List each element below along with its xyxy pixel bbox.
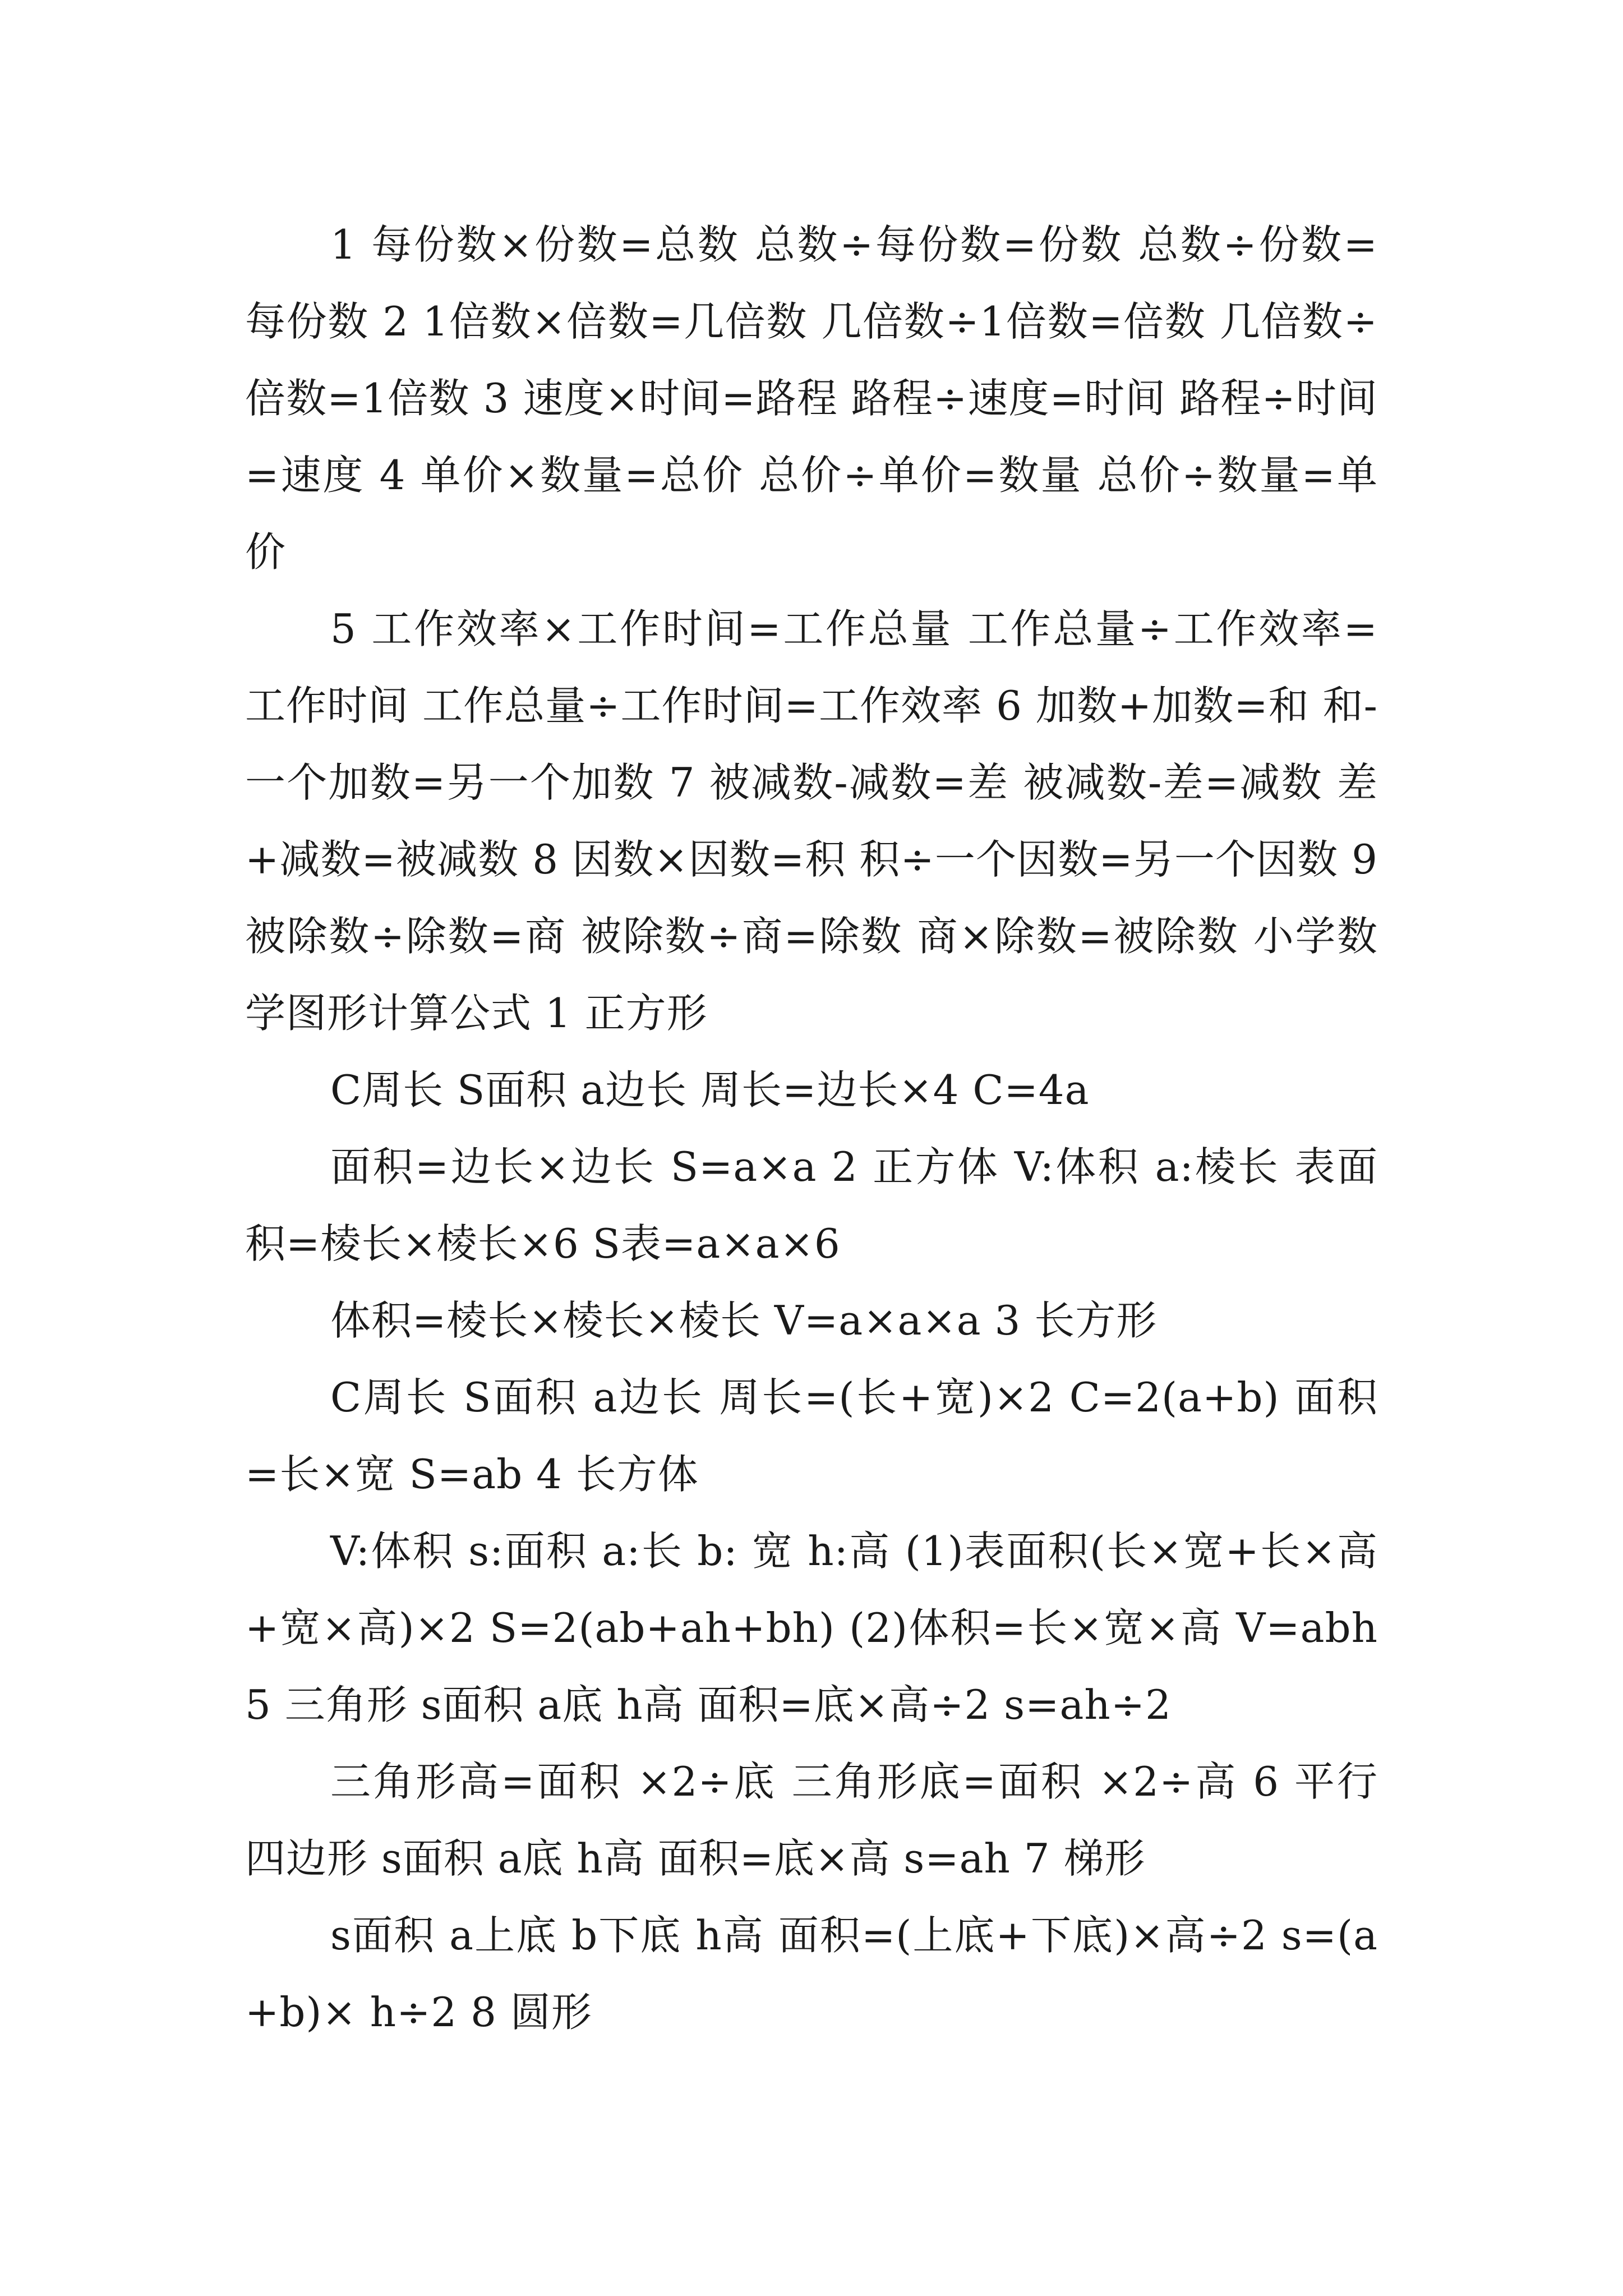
- paragraph-6: C周长 S面积 a边长 周长=(长+宽)×2 C=2(a+b) 面积=长×宽 S=ab 4 长方体: [245, 1374, 1378, 1498]
- paragraph-8: 三角形高=面积 ×2÷底 三角形底=面积 ×2÷高 6 平行四边形 s面积 a底 h高 面积=底×高 s=ah 7 梯形: [245, 1758, 1378, 1882]
- paragraph-1: 1 每份数×份数=总数 总数÷每份数=份数 总数÷份数=每份数 2 1倍数×倍数=几倍数 几倍数÷1倍数=倍数 几倍数÷倍数=1倍数 3 速度×时间=路程 路程÷速度=时间 路程÷时间=速度 4 单价×数量=总价 总价÷单价=数量 总价÷数量=单价: [245, 221, 1378, 576]
- paragraph-4: 面积=边长×边长 S=a×a 2 正方体 V:体积 a:棱长 表面积=棱长×棱长×6 S表=a×a×6: [245, 1143, 1378, 1267]
- document-body: [245, 206, 1378, 2051]
- paragraph-7: V:体积 s:面积 a:长 b: 宽 h:高 (1)表面积(长×宽+长×高+宽×高)×2 S=2(ab+ah+bh) (2)体积=长×宽×高 V=abh 5 三角形 s面积 a底 h高 面积=底×高÷2 s=ah÷2: [245, 1527, 1378, 1728]
- paragraph-2: 5 工作效率×工作时间=工作总量 工作总量÷工作效率=工作时间 工作总量÷工作时间=工作效率 6 加数+加数=和 和-一个加数=另一个加数 7 被减数-减数=差 被减数-差=减数 差+减数=被减数 8 因数×因数=积 积÷一个因数=另一个因数 9 被除数÷除数=商 被除数÷商=除数 商×除数=被除数 小学数学图形计算公式 1 正方形: [245, 605, 1378, 1037]
- paragraph-3: C周长 S面积 a边长 周长=边长×4 C=4a: [330, 1066, 1090, 1114]
- paragraph-9: s面积 a上底 b下底 h高 面积=(上底+下底)×高÷2 s=(a+b)× h÷2 8 圆形: [245, 1912, 1378, 2036]
- paragraph-5: 体积=棱长×棱长×棱长 V=a×a×a 3 长方形: [330, 1297, 1158, 1344]
